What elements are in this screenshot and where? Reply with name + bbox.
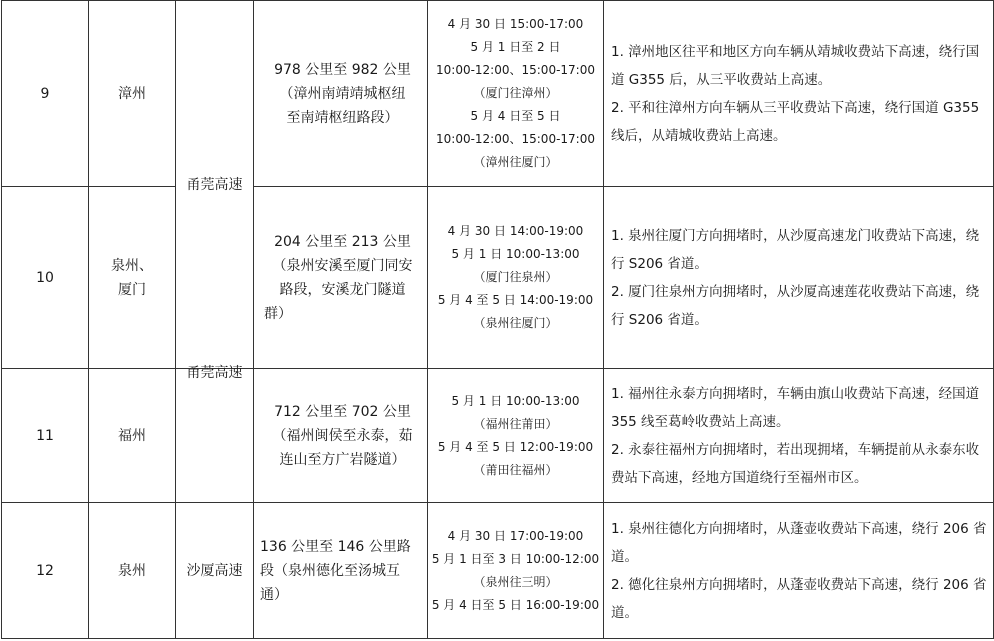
time-line: 4 月 30 日 15:00-17:00 [447,17,584,31]
time-line: 5 月 1 日 10:00-13:00 [451,393,580,408]
measure-item: 1. 福州往永泰方向拥堵时，车辆由旗山收费站下高速，经国道 355 线至葛岭收费站上高速。 [611,385,980,430]
section-line: 路段，安溪龙门隧道 [279,281,406,298]
section-line: 段（泉州德化至汤城互 [260,562,400,579]
section-line: 群） [264,305,292,322]
time-line: 5 月 1 日 10:00-13:00 [451,247,580,261]
table-row [2,369,994,503]
measure-item: 1. 漳州地区往平和地区方向车辆从靖城收费站下高速，绕行国道 G355 后，从三平收费站上高速。 [611,43,980,88]
city-name: 泉州、 [111,257,153,274]
time-line: （莆田往福州） [473,462,558,477]
section-cell [254,503,428,639]
time-line: （泉州往厦门） [473,316,558,330]
row-number: 10 [2,187,89,369]
time-cell [428,1,604,187]
row-number: 11 [2,369,89,503]
road-cell-shaxia [176,503,254,639]
section-line: （泉州安溪至厦门同安 [272,257,413,274]
measure-item: 1. 泉州往德化方向拥堵时，从蓬壶收费站下高速，绕行 206 省道。 [611,520,987,565]
city-cell [89,369,176,503]
time-cell [428,187,604,369]
measure-item: 2. 永泰往福州方向拥堵时，若出现拥堵，车辆提前从永泰东收费站下高速，经地方国道绕行至福州市区。 [611,441,980,486]
time-line: 5 月 1 日至 2 日 [470,40,561,54]
time-line: 10:00-12:00、15:00-17:00 [436,63,595,77]
time-line: 5 月 4 日至 5 日 [470,109,561,123]
section-cell [254,187,428,369]
city-cell [89,503,176,639]
measure-item: 2. 平和往漳州方向车辆从三平收费站下高速，绕行国道 G355 线后，从靖城收费站上高速。 [611,99,980,144]
time-line: 5 月 4 至 5 日 12:00-19:00 [437,439,594,454]
row-number: 9 [2,1,89,187]
time-line: 5 月 4 日至 5 日 16:00-19:00 [431,597,600,612]
city-name: 厦门 [118,281,146,298]
time-line: 4 月 30 日 17:00-19:00 [447,528,584,543]
road-cell-yonghuan [176,1,254,369]
row-number: 12 [2,503,89,639]
city-cell [89,187,176,369]
city-cell [89,1,176,187]
section-line: 712 公里至 702 公里 [274,403,411,420]
city-name: 福州 [118,427,146,444]
time-cell [428,503,604,639]
section-line: 至南靖枢纽路段） [286,109,399,126]
section-line: 通） [260,586,288,603]
section-line: （漳州南靖靖城枢纽 [279,85,406,102]
measures-cell [604,369,994,503]
traffic-congestion-table [1,0,994,639]
section-line: 连山至方广岩隧道） [279,451,406,468]
road-name: 沙厦高速 [186,562,243,579]
measure-item: 2. 德化往泉州方向拥堵时，从蓬壶收费站下高速，绕行 206 省道。 [611,576,987,621]
time-line: （泉州往三明） [473,574,558,589]
time-line: 5 月 1 日至 3 日 10:00-12:00 [431,551,600,566]
measures-cell [604,187,994,369]
section-line: 204 公里至 213 公里 [274,233,411,250]
section-cell [254,369,428,503]
time-line: （福州往莆田） [473,416,558,431]
measure-item: 1. 泉州往厦门方向拥堵时，从沙厦高速龙门收费站下高速，绕行 S206 省道。 [611,227,980,272]
table-row [2,1,994,187]
city-name: 漳州 [118,85,146,102]
time-line: （厦门往漳州） [473,86,558,100]
section-line: （福州闽侯至永泰，茹 [272,427,413,444]
table-row [2,187,994,369]
road-cell-yonghuan-2 [176,365,254,503]
time-line: 5 月 4 至 5 日 14:00-19:00 [437,293,594,307]
measure-item: 2. 厦门往泉州方向拥堵时，从沙厦高速莲花收费站下高速，绕行 S206 省道。 [611,283,980,328]
time-line: （厦门往泉州） [473,270,558,284]
section-line: 136 公里至 146 公里路 [260,538,411,555]
section-cell [254,1,428,187]
city-name: 泉州 [118,562,146,579]
measures-cell [604,1,994,187]
time-cell [428,369,604,503]
table-row [2,503,994,639]
road-name: 甬莞高速 [186,365,243,381]
measures-cell [604,503,994,639]
time-line: 10:00-12:00、15:00-17:00 [436,132,595,146]
time-line: （漳州往厦门） [473,155,558,169]
section-line: 978 公里至 982 公里 [274,61,411,78]
time-line: 4 月 30 日 14:00-19:00 [447,224,584,238]
road-name: 甬莞高速 [186,176,243,193]
